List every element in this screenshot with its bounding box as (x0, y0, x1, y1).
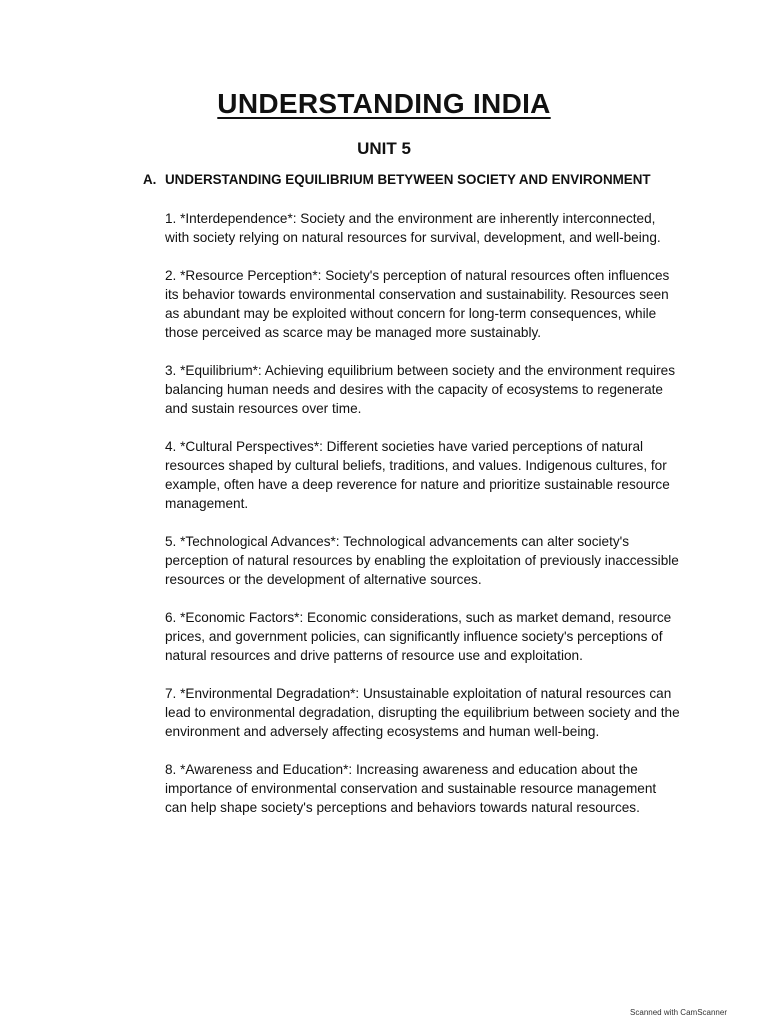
unit-heading: UNIT 5 (357, 139, 411, 158)
point-item: 5. *Technological Advances*: Technological advancements can alter society's perception of natural resources by enabling the exploitation of previously inaccessible resources or the development of alternative sources. (165, 534, 679, 587)
point-item: 6. *Economic Factors*: Economic considerations, such as market demand, resource prices, and government policies, can significantly influence society's perceptions of natural resources and drive patterns of resource use and exploitation. (165, 610, 672, 663)
scanner-watermark: Scanned with CamScanner (630, 1008, 727, 1017)
point-item: 8. *Awareness and Education*: Increasing awareness and education about the importance of environmental conservation and sustainable resource management can help shape society's perceptions and behaviors towards natural resources. (165, 762, 657, 815)
point-item: 4. *Cultural Perspectives*: Different societies have varied perceptions of natural resources shaped by cultural beliefs, traditions, and values. Indigenous cultures, for example, often have a deep reverence for nature and prioritize sustainable resource management. (165, 439, 670, 511)
point-item: 2. *Resource Perception*: Society's perception of natural resources often influences its behavior towards environmental conservation and sustainability. Resources seen as abundant may be exploited without concern for long-term consequences, while those perceived as scarce may be managed more sustainably. (165, 268, 670, 340)
point-item: 3. *Equilibrium*: Achieving equilibrium between society and the environment requires balancing human needs and desires with the capacity of ecosystems to regenerate and sustain resources over time. (165, 363, 676, 416)
point-item: 1. *Interdependence*: Society and the environment are inherently interconnected, with society relying on natural resources for survival, development, and well-being. (165, 211, 661, 245)
page-title-text: UNDERSTANDING INDIA (217, 88, 551, 119)
section-marker: A. (143, 172, 157, 187)
point-list (165, 209, 680, 836)
point-item: 7. *Environmental Degradation*: Unsustainable exploitation of natural resources can lead to environmental degradation, disrupting the equilibrium between society and the environment and adversely affecting ecosystems and human well-being. (165, 686, 680, 739)
section-heading-text: UNDERSTANDING EQUILIBRIUM BETYWEEN SOCIETY AND ENVIRONMENT (165, 172, 651, 187)
section-heading (143, 172, 703, 187)
page-title (0, 88, 768, 120)
